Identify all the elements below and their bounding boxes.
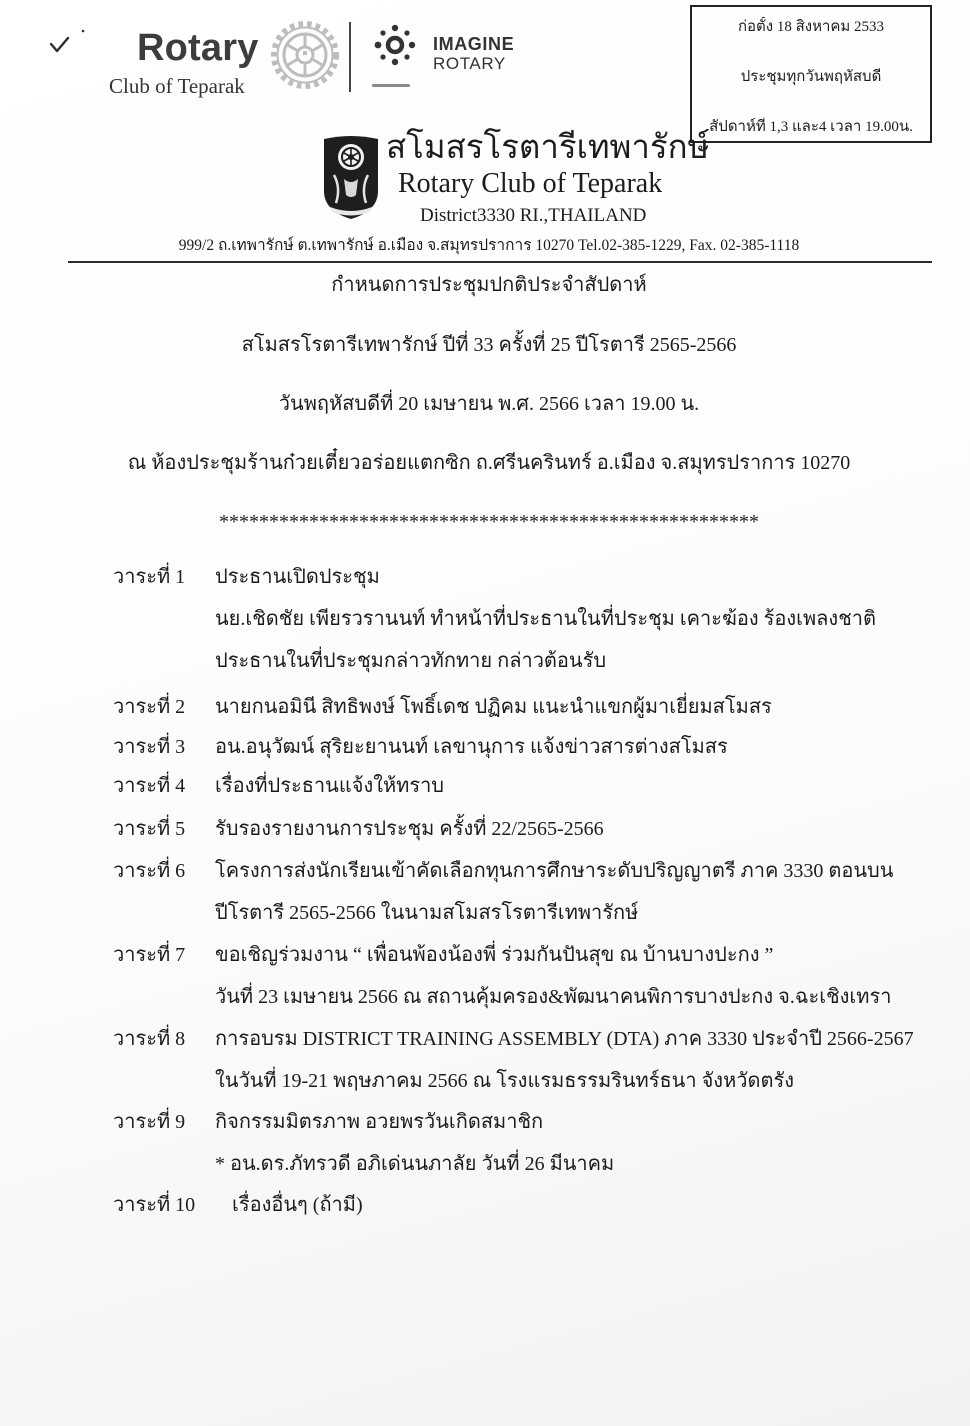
club-info-box: [690, 5, 932, 143]
meeting-venue: ณ ห้องประชุมร้านก๋วยเตี๋ยวอร่อยแตกซิก ถ.ศรีนครินทร์ อ.เมือง จ.สมุทรปราการ 10270: [127, 452, 851, 474]
agenda-line: ในวันที่ 19-21 พฤษภาคม 2566 ณ โรงแรมธรรมรินทร์ธนา จังหวัดตรัง: [215, 1070, 794, 1092]
agenda-content: [215, 765, 950, 807]
club-emblem-icon: [320, 133, 382, 221]
agenda-line: อน.อนุวัฒน์ สุริยะยานนท์ เลขานุการ แจ้งข่าวสารต่างสโมสร: [215, 736, 728, 758]
agenda-label: วาระที่ 2: [113, 696, 186, 718]
agenda-label: วาระที่ 8: [113, 1028, 186, 1050]
rotary-wordmark: Rotary: [137, 27, 259, 69]
agenda-label: วาระที่ 9: [113, 1111, 186, 1133]
logo-divider: [349, 22, 351, 92]
agenda-line: ปีโรตารี 2565-2566 ในนามสโมสรโรตารีเทพารักษ์: [215, 902, 639, 924]
agenda-label: วาระที่ 1: [113, 566, 186, 588]
agenda-label: วาระที่ 4: [113, 775, 186, 797]
agenda-content: [215, 808, 950, 850]
founded-date: ก่อตั้ง 18 สิงหาคม 2533: [737, 19, 885, 35]
agenda-line: เรื่องที่ประธานแจ้งให้ทราบ: [215, 775, 445, 797]
agenda-label: วาระที่ 7: [113, 944, 186, 966]
rotary-club-subtitle: Club of Teparak: [109, 74, 245, 98]
agenda-content: [215, 556, 950, 682]
club-address: 999/2 ถ.เทพารักษ์ ต.เทพารักษ์ อ.เมือง จ.สมุทรปราการ 10270 Tel.02-385-1229, Fax. 02-385-1118: [178, 237, 800, 254]
agenda-content: [215, 934, 950, 1018]
agenda-line: กิจกรรมมิตรภาพ อวยพรวันเกิดสมาชิก: [215, 1111, 544, 1133]
agenda-line: * อน.ดร.ภัทรวดี อภิเด่นนภาลัย วันที่ 26 มีนาคม: [215, 1153, 615, 1175]
agenda-content: [215, 1101, 950, 1185]
meeting-session: สโมสรโรตารีเทพารักษ์ ปีที่ 33 ครั้งที่ 25 ปีโรตารี 2565-2566: [241, 334, 737, 356]
agenda-line: นย.เชิดชัย เพียรวรานนท์ ทำหน้าที่ประธานในที่ประชุม เคาะฆ้อง ร้องเพลงชาติ: [215, 608, 876, 630]
agenda-line: การอบรม DISTRICT TRAINING ASSEMBLY (DTA) ภาค 3330 ประจำปี 2566-2567: [215, 1028, 914, 1050]
imagine-rotary-label: ROTARY: [433, 54, 506, 73]
agenda-line: วันที่ 23 เมษายน 2566 ณ สถานคุ้มครอง&พัฒนาคนพิการบางปะกง จ.ฉะเชิงเทรา: [215, 986, 892, 1008]
agenda-line: ประธานในที่ประชุมกล่าวทักทาย กล่าวต้อนรับ: [215, 650, 607, 672]
agenda-content: [232, 1184, 950, 1226]
agenda-line: นายกนอมินี สิทธิพงษ์ โพธิ์เดช ปฏิคม แนะนำแขกผู้มาเยี่ยมสโมสร: [215, 696, 772, 718]
agenda-label: วาระที่ 3: [113, 736, 186, 758]
club-name-thai: สโมสรโรตารีเทพารักษ์: [386, 130, 710, 166]
meeting-day: ประชุมทุกวันพฤหัสบดี: [740, 69, 882, 85]
agenda-line: เรื่องอื่นๆ (ถ้ามี): [232, 1194, 363, 1216]
agenda-line: โครงการส่งนักเรียนเข้าคัดเลือกทุนการศึกษาระดับปริญญาตรี ภาค 3330 ตอนบน: [215, 860, 894, 882]
meeting-heading: กำหนดการประชุมปกติประจำสัปดาห์: [331, 274, 647, 296]
pen-check-mark: [45, 26, 90, 58]
meeting-schedule: สัปดาห์ที่ 1,3 และ4 เวลา 19.00น.: [709, 119, 913, 135]
imagine-rotary-icon: [370, 20, 420, 70]
club-name-english: Rotary Club of Teparak: [398, 168, 663, 199]
agenda-label: วาระที่ 6: [113, 860, 186, 882]
header-divider: [68, 261, 932, 263]
agenda-line: ขอเชิญร่วมงาน “ เพื่อนพ้องน้องพี่ ร่วมกันปันสุข ณ บ้านบางปะกง ”: [215, 944, 774, 966]
agenda-content: [215, 1018, 950, 1102]
imagine-label: IMAGINE: [433, 34, 515, 54]
agenda-line: ประธานเปิดประชุม: [215, 566, 380, 588]
agenda-content: [215, 850, 950, 934]
agenda-label: วาระที่ 10: [113, 1194, 196, 1216]
agenda-line: รับรองรายงานการประชุม ครั้งที่ 22/2565-2566: [215, 818, 604, 840]
meeting-date-time: วันพฤหัสบดีที่ 20 เมษายน พ.ศ. 2566 เวลา 19.00 น.: [278, 393, 700, 415]
asterisk-separator: ******************************************************: [219, 511, 759, 533]
agenda-label: วาระที่ 5: [113, 818, 186, 840]
imagine-underline: [372, 84, 410, 87]
agenda-content: [215, 726, 950, 768]
rotary-wheel-icon: [270, 20, 340, 90]
club-district: District3330 RI.,THAILAND: [420, 205, 647, 226]
agenda-content: [215, 686, 950, 728]
